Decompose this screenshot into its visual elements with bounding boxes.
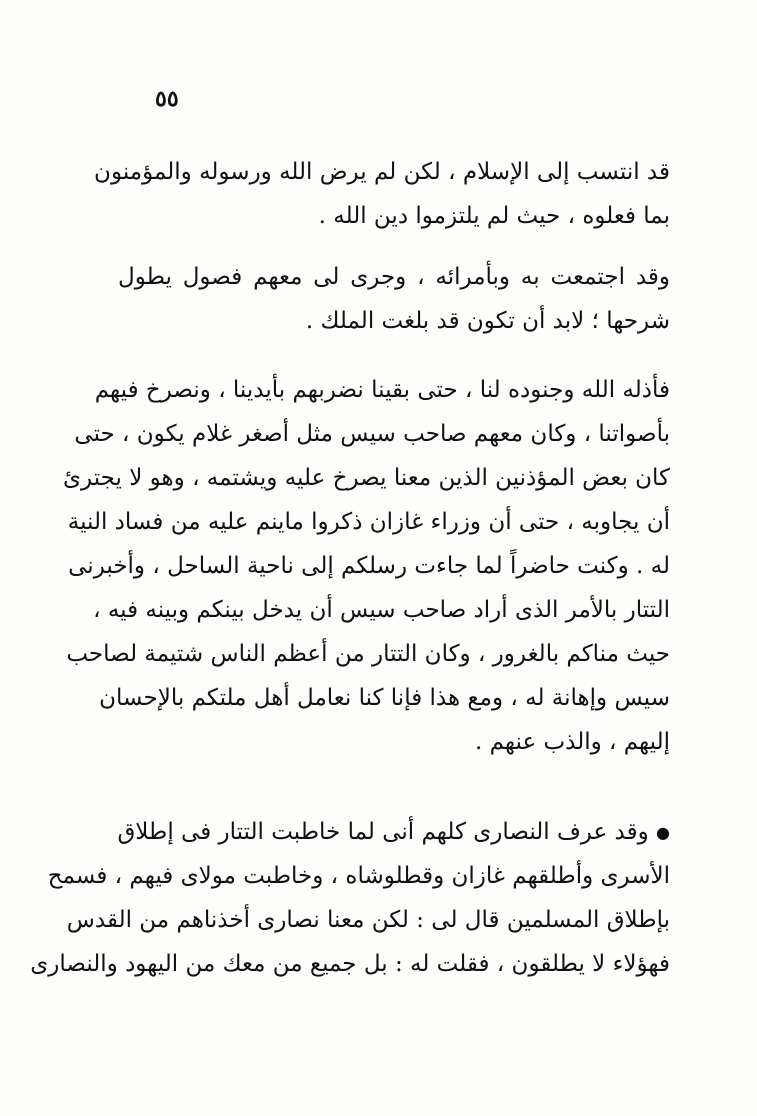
text-line: له . وكنت حاضراً لما جاءت رسلكم إلى ناحية الساحل ، وأخبرنى: [68, 553, 670, 579]
text-line: بما فعلوه ، حيث لم يلتزموا دين الله .: [318, 203, 670, 229]
text-line: فهؤلاء لا يطلقون ، فقلت له : بل جميع من معك من اليهود والنصارى: [30, 951, 670, 977]
text-line: [118, 810, 670, 854]
text-line: بأصواتنا ، وكان معهم صاحب سيس مثل أصغر غلام يكون ، حتى: [74, 421, 670, 447]
text-line: أن يجاوبه ، حتى أن وزراء غازان ذكروا ماينم عليه من فساد النية: [67, 509, 670, 535]
paragraph-4: [30, 810, 670, 986]
text-line: فأذله الله وجنوده لنا ، حتى بقينا نضربهم بأيدينا ، ونصرخ فيهم: [94, 377, 670, 403]
paragraph-1: [94, 150, 670, 238]
text-line: الأسرى وأطلقهم غازان وقطلوشاه ، وخاطبت مولاى فيهم ، فسمح: [47, 863, 670, 889]
text-line: شرحها ؛ لابد أن تكون قد بلغت الملك .: [305, 308, 670, 334]
text-line: إليهم ، والذب عنهم .: [474, 729, 670, 755]
text-line-content: وقد عرف النصارى كلهم أنى لما خاطبت التتار فى إطلاق: [117, 819, 649, 845]
text-line: حيث مناكم بالغرور ، وكان التتار من أعظم الناس شتيمة لصاحب: [66, 641, 670, 667]
text-line: سيس وإهانة له ، ومع هذا فإنا كنا نعامل أهل ملتكم بالإحسان: [99, 685, 670, 711]
paragraph-3: [63, 368, 670, 764]
text-line: التتار بالأمر الذى أراد صاحب سيس أن يدخل بينكم وبينه فيه ،: [93, 597, 670, 623]
paragraph-2: [118, 255, 670, 343]
page-number: ٥٥: [155, 86, 179, 112]
text-line: وقد اجتمعت به وبأمرائه ، وجرى لى معهم فصول يطول: [118, 264, 670, 290]
bullet-marker: ●: [656, 823, 670, 842]
text-line: كان بعض المؤذنين الذين معنا يصرخ عليه ويشتمه ، وهو لا يجترئ: [63, 465, 670, 491]
text-line: بإطلاق المسلمين قال لى : لكن معنا نصارى أخذناهم من القدس: [66, 907, 670, 933]
text-line: قد انتسب إلى الإسلام ، لكن لم يرض الله ورسوله والمؤمنون: [94, 159, 670, 185]
